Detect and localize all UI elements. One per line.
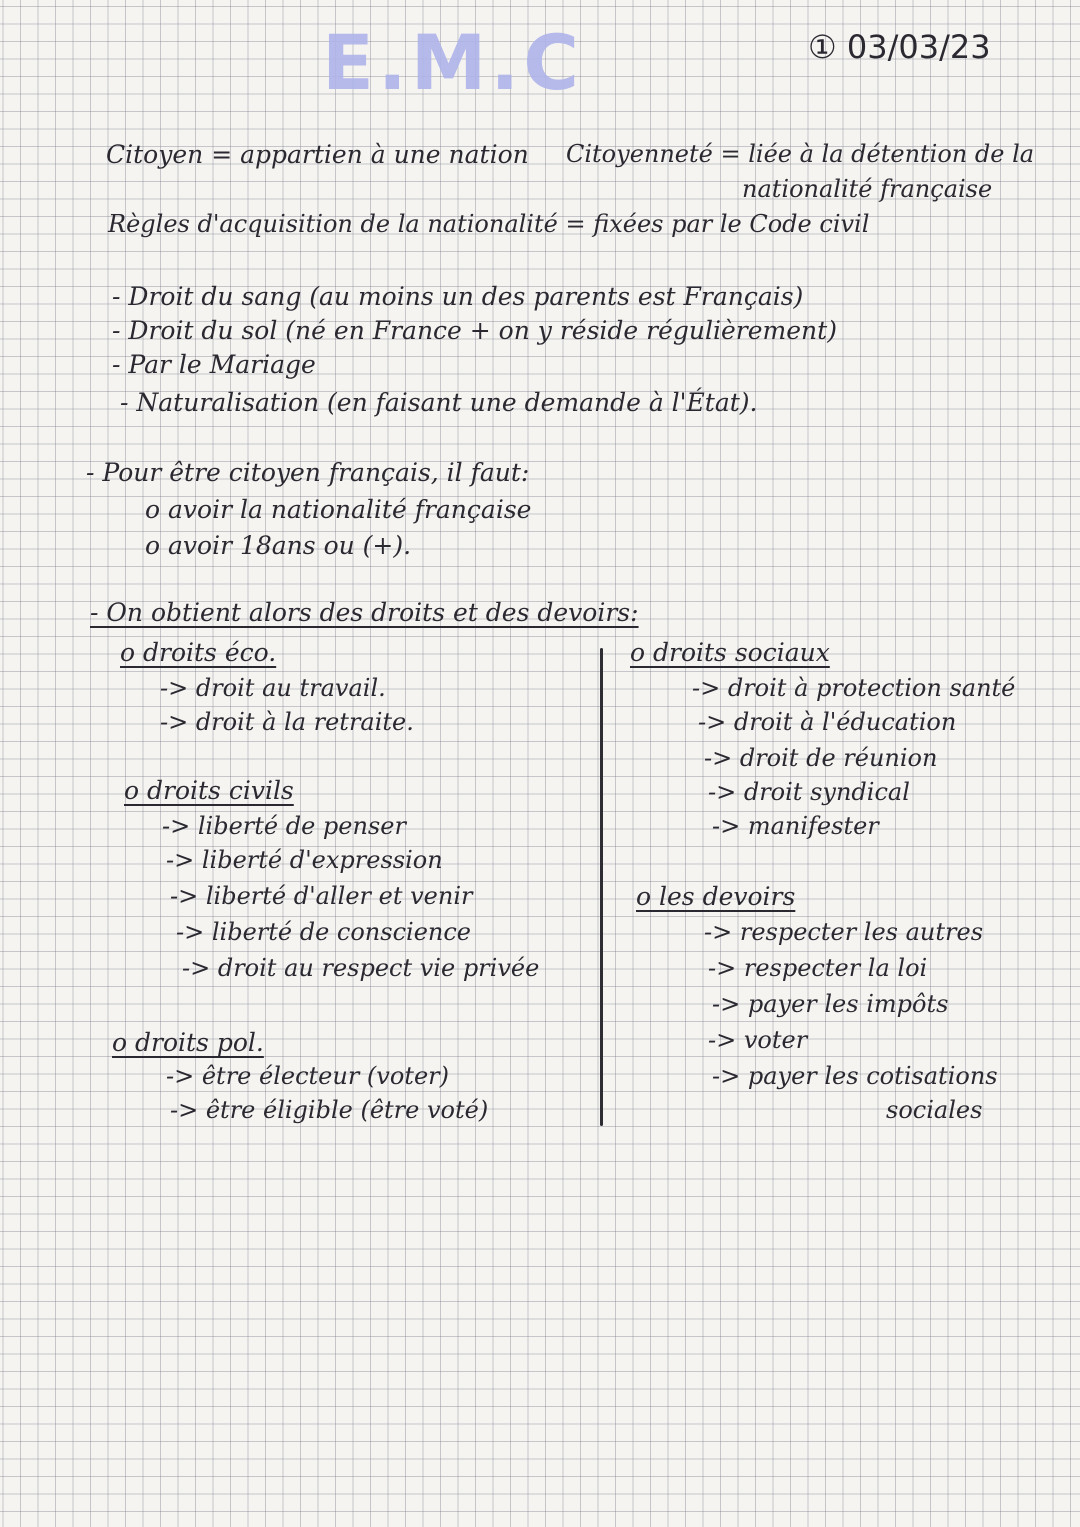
- section-heading-civils: o droits civils: [124, 776, 294, 805]
- list-item: o avoir la nationalité française: [145, 495, 532, 524]
- list-item: -> payer les cotisations: [712, 1062, 998, 1090]
- list-item: -> droit à la retraite.: [160, 708, 414, 736]
- list-item: - Naturalisation (en faisant une demande à l'État).: [120, 388, 758, 417]
- list-item: -> liberté d'expression: [166, 846, 443, 874]
- list-item: -> être éligible (être voté): [170, 1096, 489, 1124]
- definition-regles: Règles d'acquisition de la nationalité = fixées par le Code civil: [108, 210, 870, 238]
- list-item: -> droit à protection santé: [692, 674, 1016, 702]
- list-item: -> liberté d'aller et venir: [170, 882, 473, 910]
- list-item: -> droit de réunion: [704, 744, 938, 772]
- definition-citoyennete-continued: nationalité française: [742, 175, 993, 203]
- list-item: -> liberté de conscience: [176, 918, 471, 946]
- section-heading-pol: o droits pol.: [112, 1028, 264, 1057]
- list-item: - Par le Mariage: [112, 350, 316, 379]
- list-item: -> payer les impôts: [712, 990, 949, 1018]
- list-item: -> manifester: [712, 812, 879, 840]
- list-item: - Droit du sang (au moins un des parents est Français): [112, 282, 804, 311]
- list-item: -> droit à l'éducation: [698, 708, 957, 736]
- list-item: -> voter: [708, 1026, 808, 1054]
- list-item: -> droit syndical: [708, 778, 910, 806]
- list-item: -> respecter les autres: [704, 918, 984, 946]
- section-heading-sociaux: o droits sociaux: [630, 638, 830, 667]
- list-item: - Droit du sol (né en France + on y réside régulièrement): [112, 316, 837, 345]
- list-item: -> liberté de penser: [162, 812, 406, 840]
- list-item: -> droit au travail.: [160, 674, 386, 702]
- definition-citoyennete: Citoyenneté = liée à la détention de la: [566, 140, 1035, 168]
- page-date: ① 03/03/23: [808, 28, 991, 66]
- column-divider: [600, 648, 603, 1126]
- conditions-heading: - Pour être citoyen français, il faut:: [86, 458, 530, 487]
- rights-heading: - On obtient alors des droits et des devoirs:: [90, 598, 639, 627]
- list-item: o avoir 18ans ou (+).: [145, 531, 412, 560]
- page-title: E.M.C: [322, 18, 584, 107]
- list-item: sociales: [886, 1096, 983, 1124]
- list-item: -> être électeur (voter): [166, 1062, 449, 1090]
- section-heading-eco: o droits éco.: [120, 638, 277, 667]
- list-item: -> droit au respect vie privée: [182, 954, 540, 982]
- section-heading-devoirs: o les devoirs: [636, 882, 796, 911]
- list-item: -> respecter la loi: [708, 954, 928, 982]
- definition-citoyen: Citoyen = appartien à une nation: [106, 140, 529, 169]
